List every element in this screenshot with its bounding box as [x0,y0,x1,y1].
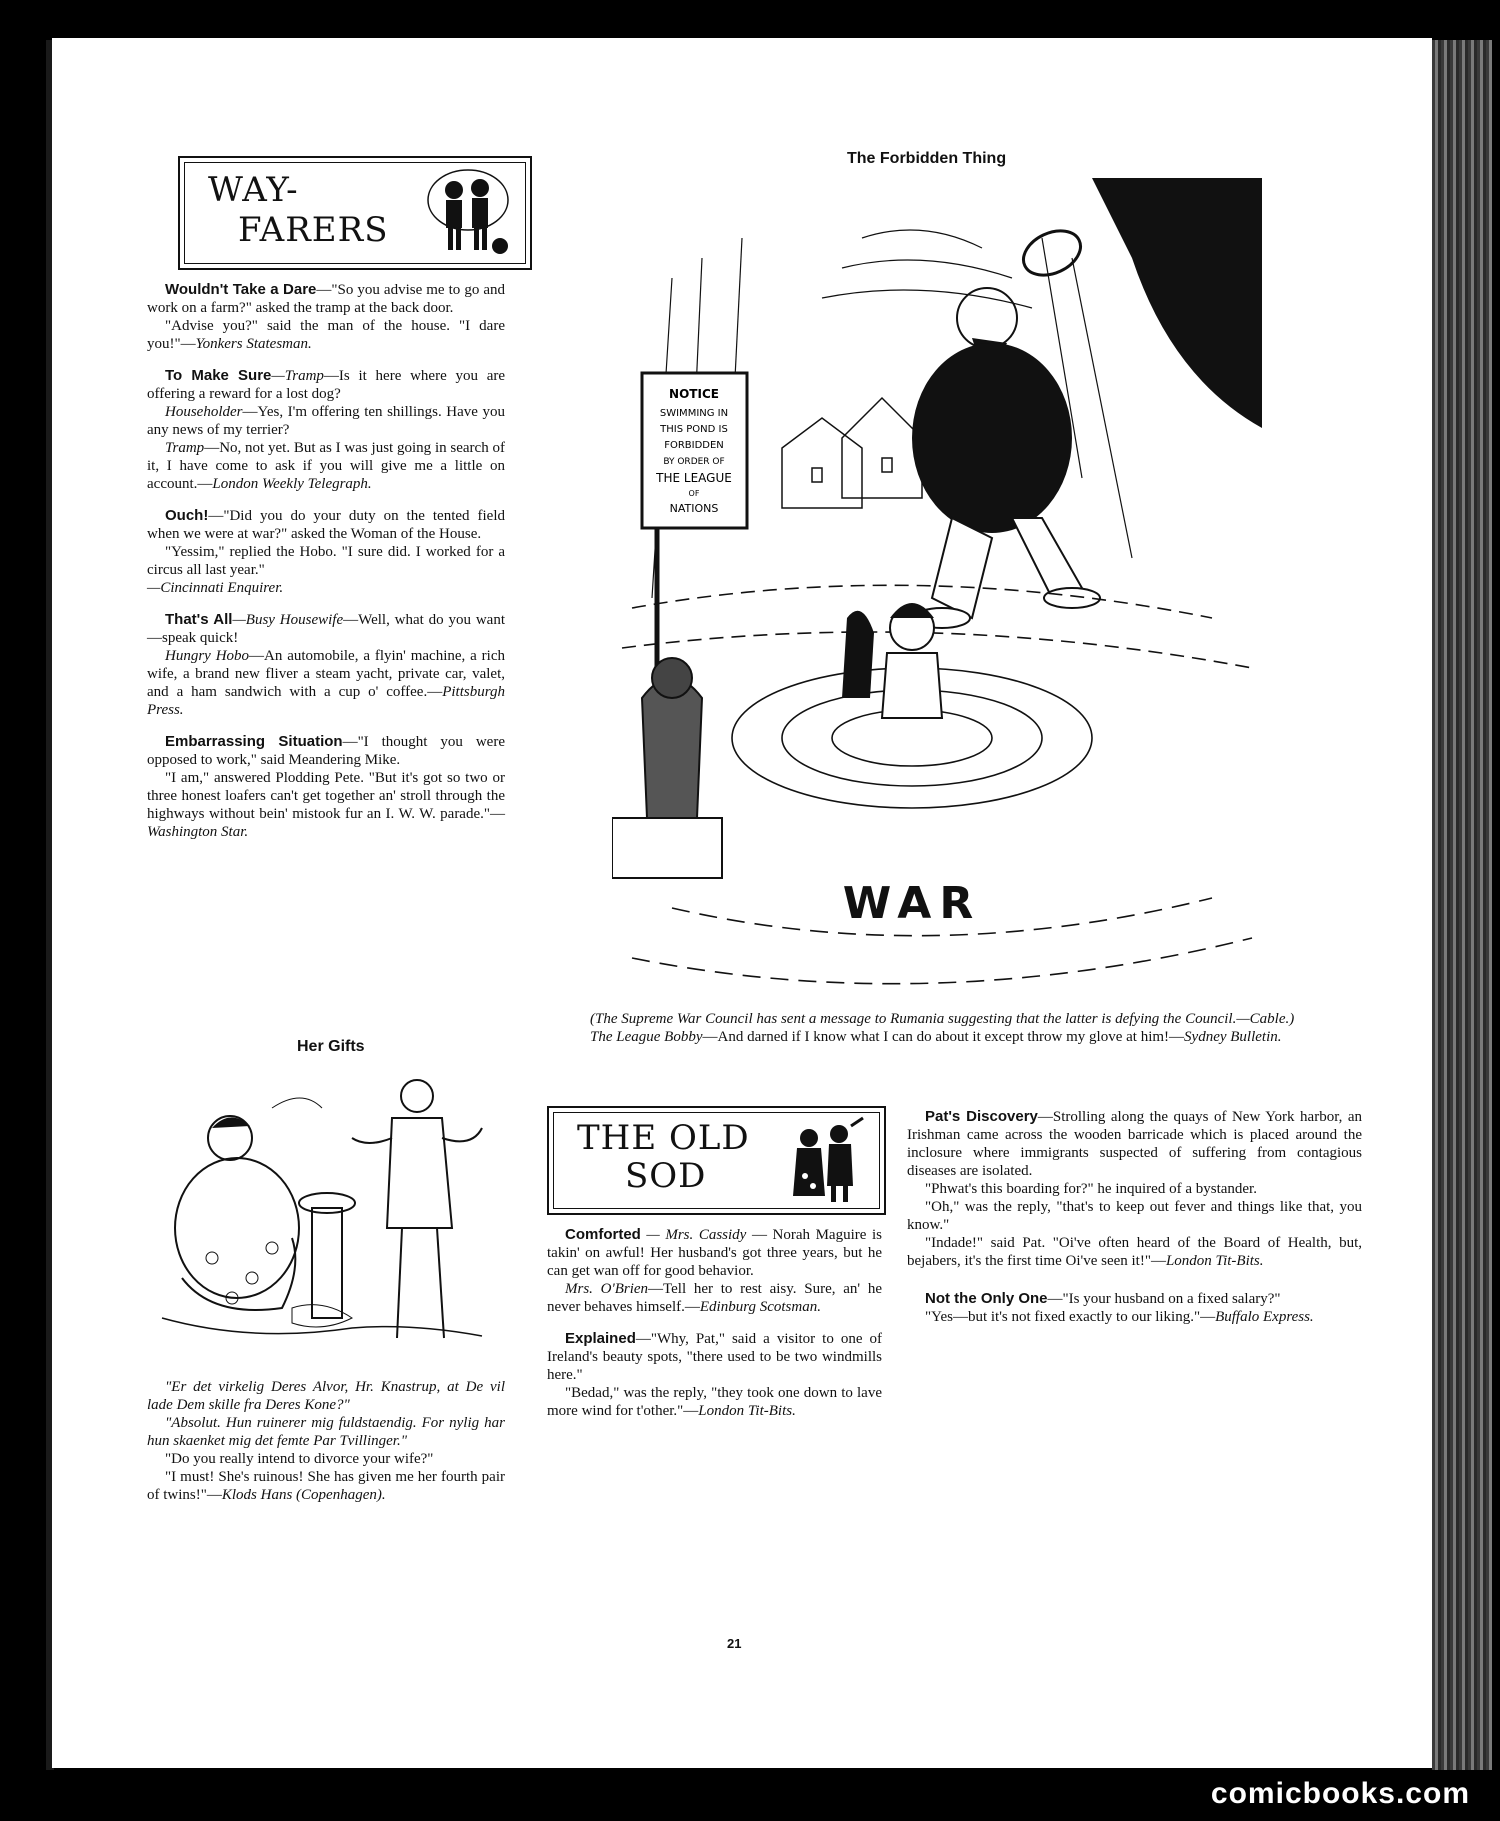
small-figure [842,603,942,718]
joke-source: Edinburg Scotsman. [699,1299,821,1315]
speaker: Mrs. O'Brien [565,1281,649,1297]
joke-heading: To Make Sure [165,367,272,384]
speaker: Householder [165,404,243,420]
sign-line: BY ORDER OF [663,457,725,467]
old-sod-header [547,1106,886,1215]
speaker: —Busy Housewife [232,612,344,628]
wayfarers-column [147,281,505,855]
joke-source: London Tit-Bits. [698,1403,796,1419]
page-number: 21 [727,1636,742,1651]
sign-line: FORBIDDEN [664,440,724,451]
joke-text: —"Did you do your duty on the tented field when we were at war?" asked the Woman of the House. [147,508,505,542]
danish-line: "Er det virkelig Deres Alvor, Hr. Knastrup, at De vil lade Dem skille fra Deres Kone?" [147,1379,505,1413]
speaker: The League Bobby [590,1029,703,1045]
joke-item [907,1108,1362,1270]
joke-item [547,1226,882,1316]
wayfarers-title-line2: FARERS [238,210,389,250]
sign-line: THIS POND IS [660,424,728,435]
speaker: Tramp [165,440,205,456]
joke-text: —"Is your husband on a fixed salary?" [1047,1291,1281,1307]
joke-text: —Strolling along the quays of New York harbor, an Irishman came across the wooden barricade which is placed around the inclosure where immigrants suspected of suffering from contagious diseases are isolated. [907,1109,1362,1179]
joke-text: —An automobile, a flyin' machine, a rich wife, a brand new fliver a steam yacht, private car, valet, and a ham sandwich with a cup o' coffee.— [147,648,505,700]
wayfarers-title-line1: WAY- [208,170,299,210]
joke-text: "Indade!" said Pat. "Oi've often heard of the Board of Health, but, bejabers, it's the first time Oi've seen it!"— [907,1235,1362,1269]
joke-text: "I am," answered Plodding Pete. "But it's got so two or three honest loafers can't get together an' stroll through the highways without bein' mistook fur an I. W. W. parade."— [147,770,505,822]
joke-text: —No, not yet. But as I was just going in search of it, I have come to ask if you will give me a little on account.— [147,440,505,492]
joke-source: London Weekly Telegraph. [212,476,372,492]
joke-item [147,281,505,353]
joke-source: Buffalo Express. [1215,1309,1314,1325]
caption-text: —And darned if I know what I can do about it except throw my glove at him!— [702,1029,1185,1045]
tramps-illustration [420,162,520,262]
her-gifts-cartoon [152,1068,492,1358]
her-gifts-title: Her Gifts [297,1038,365,1055]
joke-text: "Yes—but it's not fixed exactly to our liking."— [925,1309,1216,1325]
danish-line: "Absolut. Hun ruinerer mig fuldstaendig. For nylig har hun skaenket mig det femte Par Tvillinger." [147,1415,505,1449]
joke-text: —"Why, Pat," said a visitor to one of Ireland's beauty spots, "there used to be two windmills here." [547,1331,882,1383]
joke-heading: Not the Only One [925,1290,1048,1307]
joke-source: Sydney Bulletin. [1184,1029,1282,1045]
speaker: —Tramp [271,368,324,384]
joke-heading: Comforted [565,1226,641,1243]
caption-text: (The Supreme War Council has sent a message to Rumania suggesting that the latter is defying the Council.—Cable.) [590,1011,1295,1027]
old-sod-column-left [547,1226,882,1434]
joke-text: —"I thought you were opposed to work," said Meandering Mike. [147,734,505,768]
notice-sign [642,373,747,678]
forbidden-thing-cartoon [612,178,1262,1008]
joke-item [147,733,505,841]
sign-line: SWIMMING IN [659,408,729,419]
joke-heading: Pat's Discovery [925,1108,1038,1125]
joke-item [147,367,505,493]
joke-heading: Embarrassing Situation [165,733,343,750]
page-edges [1432,40,1492,1770]
joke-text: —Yes, I'm offering ten shillings. Have you any news of my terrier? [147,404,505,438]
joke-heading: Ouch! [165,507,209,524]
joke-item [147,611,505,719]
her-gifts-text [147,1378,505,1504]
joke-heading: Wouldn't Take a Dare [165,281,317,298]
sign-line: THE LEAGUE [656,471,732,485]
old-sod-title-line2: SOD [625,1156,707,1196]
old-sod-column-right [907,1108,1362,1340]
joke-text: "Bedad," was the reply, "they took one down to lave more wind for t'other."— [547,1385,882,1419]
league-bobby [912,222,1100,628]
sign-line: NOTICE [669,387,719,401]
sign-line: NATIONS [669,502,719,515]
forbidden-thing-title: The Forbidden Thing [847,150,1007,167]
english-line: "I must! She's ruinous! She has given me her fourth pair of twins!"— [147,1469,505,1503]
forbidden-caption [572,1010,1362,1046]
old-sod-title-line1: THE OLD [577,1118,750,1158]
joke-item [547,1330,882,1420]
sign-line: OF [688,489,700,498]
joke-text: —Is it here where you are offering a reward for a lost dog? [147,368,506,402]
joke-heading: That's All [165,611,233,628]
statue [612,658,722,878]
joke-text: "Advise you?" said the man of the house. "I dare you!"— [147,318,505,352]
joke-source: Pittsburgh Press. [147,684,505,718]
joke-source: Washington Star. [147,824,249,840]
joke-text: "Phwat's this boarding for?" he inquired of a bystander. [925,1181,1257,1197]
joke-text: —Well, what do you want—speak quick! [147,612,506,646]
joke-text: — Norah Maguire is takin' on awful! Her husband's got three years, but he can get wan off for good behavior. [547,1227,883,1279]
joke-source: Yonkers Statesman. [195,336,312,352]
english-line: "Do you really intend to divorce your wife?" [165,1451,434,1467]
joke-text: —"So you advise me to go and work on a farm?" asked the tramp at the back door. [147,282,506,316]
war-label: WAR [842,878,982,929]
joke-item [907,1290,1362,1326]
joke-text: —Tell her to rest aisy. Sure, an' he never behaves himself.— [547,1281,882,1315]
joke-source: —Cincinnati Enquirer. [147,580,284,596]
irish-couple-illustration [781,1116,871,1206]
joke-item [147,507,505,597]
magazine-page [52,38,1432,1768]
joke-heading: Explained [565,1330,636,1347]
speaker: Hungry Hobo [165,648,250,664]
joke-text: "Oh," was the reply, "that's to keep out fever and things like that, you know." [907,1199,1362,1233]
watermark: comicbooks.com [1210,1777,1470,1810]
joke-text: "Yessim," replied the Hobo. "I sure did. I worked for a circus all last year." [147,544,505,578]
joke-source: Klods Hans (Copenhagen). [221,1487,386,1503]
wayfarers-header [178,156,532,270]
speaker: — Mrs. Cassidy [640,1227,747,1243]
joke-source: London Tit-Bits. [1165,1253,1264,1269]
